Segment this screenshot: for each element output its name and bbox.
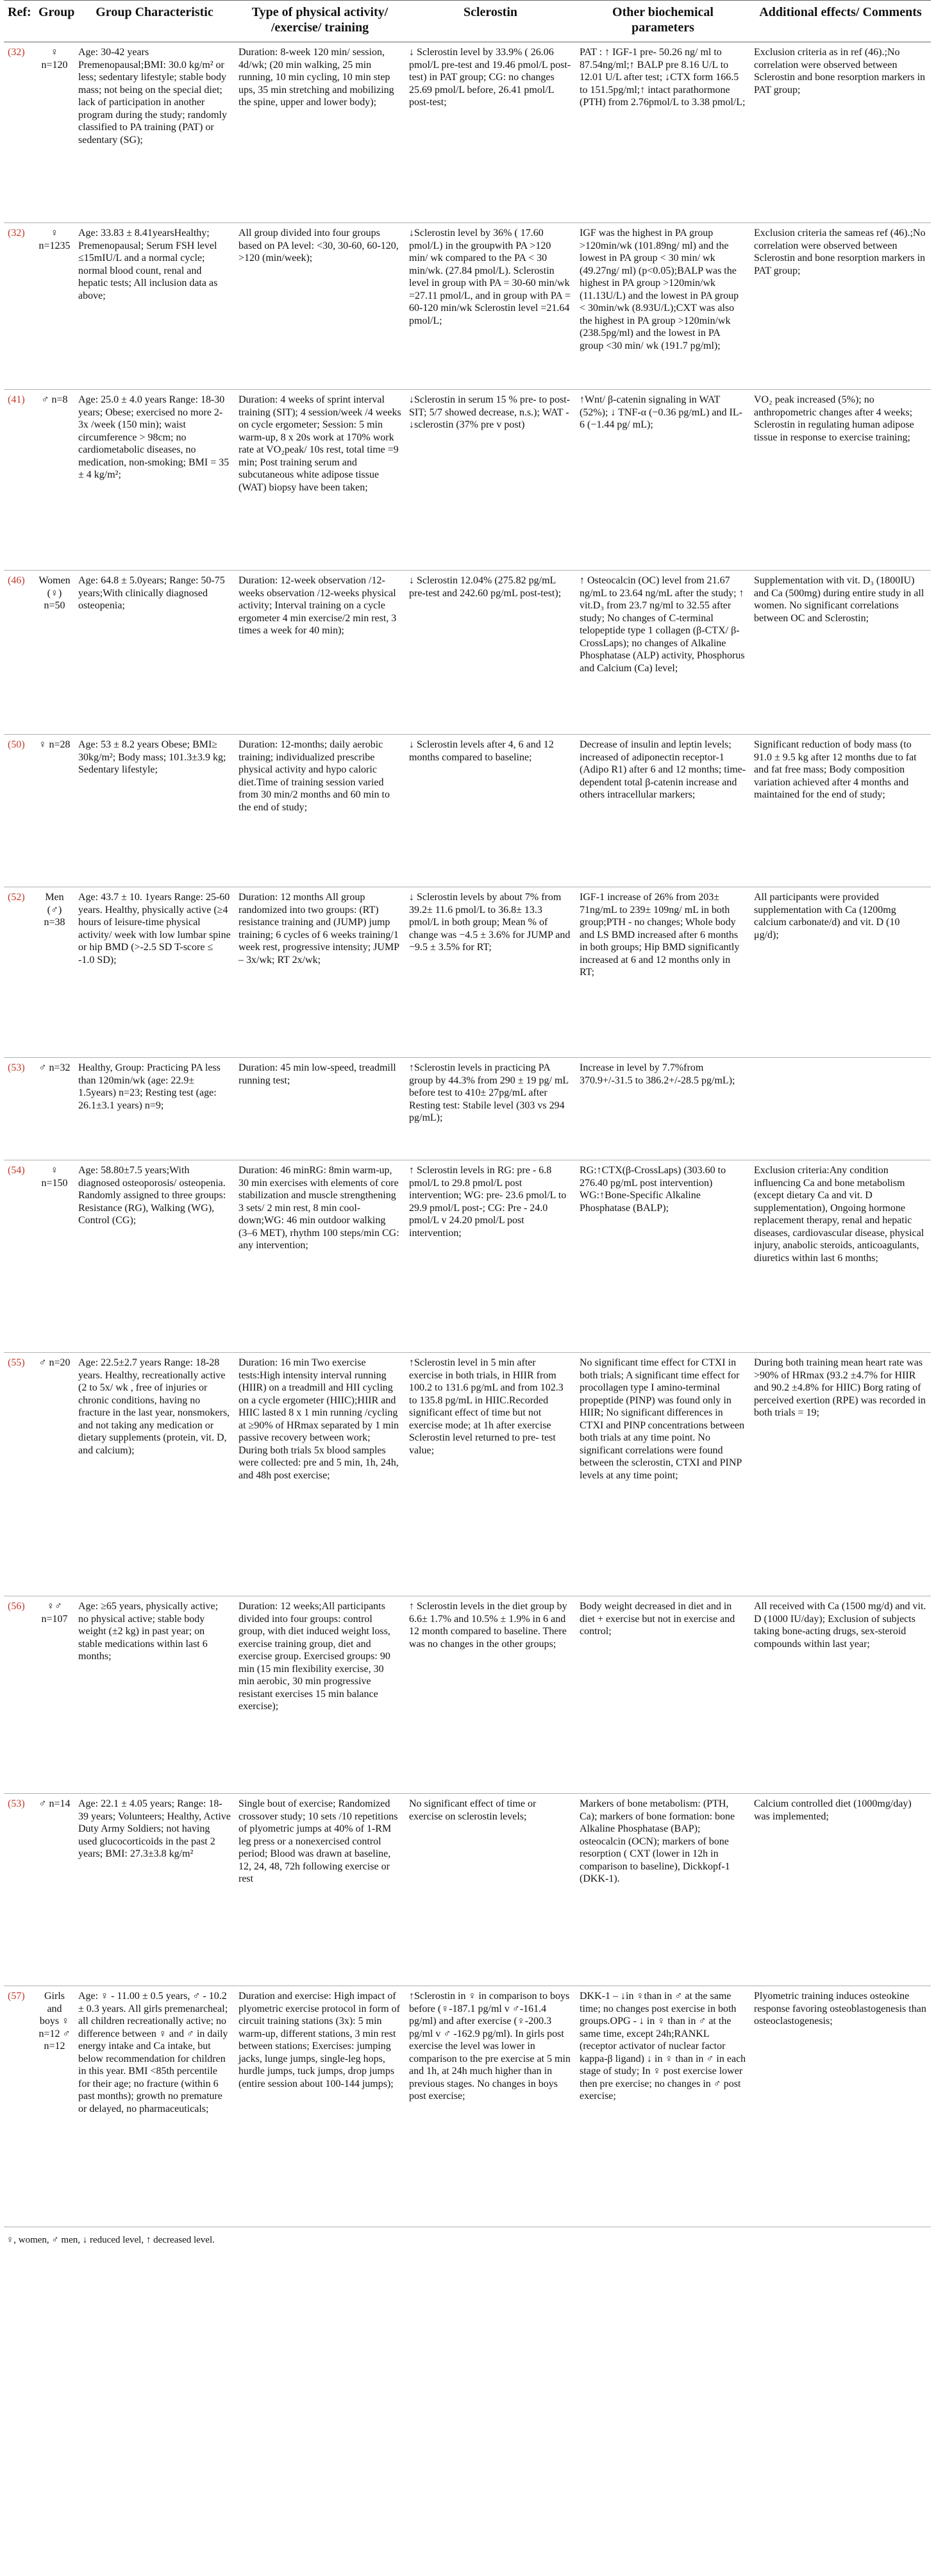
table-row [4, 887, 931, 1058]
cell-activity: Duration: 12-months; daily aerobic training; individualized prescribe physical activity and hypo caloric diet.Time of training session varied from 30 min/2 months and 60 min to the end of study; [238, 739, 390, 813]
cell-group: ♂ n=14 [38, 1798, 71, 1809]
cell-ref[interactable]: (54) [8, 1165, 25, 1176]
cell-other: PAT : ↑ IGF-1 pre- 50.26 ng/ ml to 87.54ng/ml;↑ BALP pre 8.16 U/L to 12.01 U/L after test; ↓CTX form 166.5 to 151.5pg/ml;↑ intact parathormone (PTH) from 2.76pmol/L to 3.38 pmol/L; [580, 47, 746, 108]
cell-sclerostin: ↓Sclerostin level by 36% ( 17.60 pmol/L) in the groupwith PA >120 min/ wk compared to the PA < 30 min/wk. (27.84 pmol/L). Sclerostin level in group with PA = 30-60 min/wk =27.11 pmol/L, and in group with PA = 60-120 min/wk Sclerostin level =21.64 pmol/L; [409, 228, 571, 326]
cell-additional: Significant reduction of body mass (to 91.0 ± 9.5 kg after 12 months due to fat and fat free mass; Body composition variation achieved after 4 months and maintained for the end of study; [754, 739, 917, 800]
cell-group: ♀ n=150 [41, 1165, 68, 1189]
cell-other: DKK-1 – ↓in ♀than in ♂ at the same time; no changes post exercise in both groups.OPG - ↓ in ♀ than in ♂ at the same time, except 24h;RANKL (receptor activator of nuclear factor kappa-β ligand) ↓ in ♀ than in ♂ in each stage of study; In ♀ post exercise lower then pre exercise; no changes in ♂ post exercise; [580, 1991, 746, 2102]
cell-ref[interactable]: (53) [8, 1798, 25, 1809]
cell-sclerostin: ↓ Sclerostin 12.04% (275.82 pg/mL pre-test and 242.60 pg/mL post-test); [409, 575, 562, 599]
cell-other: ↑Wnt/ β-catenin signaling in WAT (52%); ↓ TNF-α (−0.36 pg/mL) and IL-6 (−1.44 pg/ mL); [580, 394, 742, 430]
cell-ref[interactable]: (46) [8, 575, 25, 586]
cell-other: Markers of bone metabolism: (PTH, Ca); markers of bone formation: bone Alkaline Phosphatase (BAP); osteocalcin (OCN); markers of bone resorption ( CXT (lower in 12h in comparison to baseline), Dickkopf-1 (DKK-1). [580, 1798, 735, 1884]
cell-ref[interactable]: (55) [8, 1357, 25, 1368]
cell-ref[interactable]: (50) [8, 739, 25, 750]
cell-activity: Duration: 8-week 120 min/ session, 4d/wk; (20 min walking, 25 min running, 10 min cycling, 10 min step ups, 35 min stretching and mobilizing the spine, upper and lower body); [238, 47, 394, 108]
table-row [4, 42, 931, 223]
table-row [4, 1596, 931, 1794]
cell-other: Decrease of insulin and leptin levels; increased of adiponectin receptor-1 (Adipo R1) after 6 and 12 months; time-dependent total β-catenin increase and others intracellular markers; [580, 739, 746, 800]
cell-activity: Duration: 45 min low-speed, treadmill running test; [238, 1062, 396, 1086]
cell-characteristic: Age: ♀ - 11.00 ± 0.5 years, ♂ - 10.2 ± 0.3 years. All girls premenarcheal; all children recreationally active; no difference between ♀ and ♂ in daily energy intake and Ca intake, but below recommendation for children in this year. BMI <85th percentile for their age; no fracture (within 6 past months); growth no premature or delayed, no pharmaceuticals; [78, 1991, 228, 2114]
cell-additional: Exclusion criteria the sameas ref (46).;No correlation were observed between Sclerostin and bone resorption markers in PAT group; [754, 228, 926, 276]
cell-sclerostin: ↓ Sclerostin level by 33.9% ( 26.06 pmol/L pre-test and 19.46 pmol/L post-test) in PAT group; CG: no changes 25.69 pmol/L before, 26.41 pmol/L post-test; [409, 47, 571, 108]
cell-characteristic: Age: 53 ± 8.2 years Obese; BMI≥ 30kg/m²; Body mass; 101.3±3.9 kg; Sedentary lifestyle; [78, 739, 226, 775]
cell-activity: Duration: 12-week observation /12-weeks observation /12-weeks physical activity; Interval training on a cycle ergometer 4 min exercise/2 min rest, 3 times a week for 40 min); [238, 575, 397, 636]
cell-characteristic: Age: ≥65 years, physically active; no physical active; stable body weight (±2 kg) in past year; on stable medications within last 6 months; [78, 1601, 219, 1662]
header-other: Other biochemical parameters [612, 5, 714, 35]
cell-other: Increase in level by 7.7%from 370.9+/-31.5 to 386.2+/-28.5 pg/mL); [580, 1062, 735, 1086]
header-sclerostin: Sclerostin [463, 5, 518, 19]
header-group: Group [38, 5, 75, 19]
cell-group: ♀ n=120 [41, 47, 68, 71]
cell-sclerostin: ↑Sclerostin level in 5 min after exercise in both trials, in HIIR from 100.2 to 131.6 pg/mL and from 102.3 to 135.8 pg/mL in HIIC.Recorded significant effect of time but not exercise mode; at 1h after exercise Sclerostin level returned to pre- test value; [409, 1357, 564, 1456]
cell-sclerostin: ↑ Sclerostin levels in the diet group by 6.6± 1.7% and 10.5% ± 1.9% in 6 and 12 month compared to baseline. There was no changes in the other groups; [409, 1601, 567, 1650]
cell-sclerostin: ↓Sclerostin in serum 15 % pre- to post- SIT; 5/7 showed decrease, n.s.); WAT - ↓sclerostin (37% pre v post) [409, 394, 571, 430]
cell-sclerostin: ↓ Sclerostin levels after 4, 6 and 12 months compared to baseline; [409, 739, 554, 763]
cell-other: RG:↑CTX(β-CrossLaps) (303.60 to 276.40 pg/mL post intervention) WG:↑Bone-Specific Alkaline Phosphatase (BALP); [580, 1165, 726, 1214]
cell-other: IGF was the highest in PA group >120min/wk (101.89ng/ ml) and the lowest in PA group < 30 min/ wk (49.27ng/ ml) (p<0.05);BALP was the highest in PA group >120min/wk (11.13U/L) and the lowest in PA group < 30min/wk (8.93U/L);CXT was also the highest in PA group >120min/wk (238.5pg/ml) and the lowest in PA group <30 min/ wk (191.7 pg/ml); [580, 228, 739, 351]
header-ref: Ref: [8, 5, 31, 19]
cell-activity: Duration: 12 weeks;All participants divided into four groups: control group, with diet induced weight loss, exercise training group, diet and exercise group. Exercised groups: 90 min (15 min flexibility exercise, 30 min aerobic, 30 min progressive resistant exercises 15 min balance exercise); [238, 1601, 390, 1712]
cell-group: Girls and boys ♀ n=12 ♂ n=12 [38, 1991, 71, 2052]
cell-additional: Plyometric training induces osteokine response favoring osteoblastogenesis than osteoclastogenesis; [754, 1991, 926, 2027]
cell-characteristic: Age: 43.7 ± 10. 1years Range: 25-60 years. Healthy, physically active (≥4 hours of leisure-time physical activity/ week with low lumbar spine or hip BMD (>-2.5 SD T-score ≤ -1.0 SD); [78, 892, 231, 966]
cell-group: Women (♀) n=50 [38, 575, 71, 611]
cell-group: Men (♂) n=38 [44, 892, 65, 928]
table-row [4, 1160, 931, 1353]
cell-group: ♀ n=1235 [38, 228, 71, 251]
table-footnote: ♀, women, ♂ men, ↓ reduced level, ↑ decreased level. [6, 2235, 215, 2245]
header-characteristic: Group Characteristic [96, 5, 213, 19]
cell-additional: All received with Ca (1500 mg/d) and vit. D (1000 IU/day); Exclusion of subjects taking bone-acting drugs, sex-steroid compounds within last year; [754, 1601, 926, 1650]
cell-sclerostin: ↑ Sclerostin levels in RG: pre - 6.8 pmol/L to 29.8 pmol/L post intervention; WG: pre- 23.6 pmol/L to 29.9 pmol/L post-; CG: Pre - 24.0 pmol/L v 24.20 pmol/L post intervention; [409, 1165, 567, 1239]
cell-characteristic: Age: 25.0 ± 4.0 years Range: 18-30 years; Obese; exercised no more 2-3x /week (150 min); waist circumference > 98cm; no cardiometabolic diseases, no medication, non-smoking; BMI = 35 ± 4 kg/m²; [78, 394, 230, 480]
cell-group: ♂ n=20 [38, 1357, 71, 1368]
cell-group: ♂ n=8 [41, 394, 68, 405]
table-row [4, 223, 931, 390]
cell-other: IGF-1 increase of 26% from 203± 71ng/mL to 239± 109ng/ mL in both group;PTH - no changes; Whole body and LS BMD increased after 6 months in both groups; Hip BMD significantly increased at 6 and 12 months only in RT; [580, 892, 740, 978]
cell-group: ♀♂ n=107 [41, 1601, 68, 1625]
cell-activity: Duration and exercise: High impact of plyometric exercise protocol in form of circuit training stations (3x): 5 min warm-up, different stations, 3 min rest between stations; Exercises: jumping jacks, lunge jumps, single-leg hops, hurdle jumps, tuck jumps, drop jumps (entire session about 100-144 jumps); [238, 1991, 400, 2089]
cell-additional: VO₂ peak increased (5%); no anthropometric changes after 4 weeks; Sclerostin in regulating human adipose tissue in response to exercise training; [754, 394, 914, 443]
cell-sclerostin: ↑Sclerostin levels in practicing PA group by 44.3% from 290 ± 19 pg/ mL before test to 410± 27pg/mL after Resting test: Stabile level (303 vs 294 pg/mL); [409, 1062, 569, 1123]
cell-activity: Single bout of exercise; Randomized crossover study; 10 sets /10 repetitions of plyometric jumps at 40% of 1-RM leg press or a nonexercised control period; Blood was drawn at baseline, 12, 24, 48, 72h following exercise or rest [238, 1798, 398, 1884]
cell-ref[interactable]: (53) [8, 1062, 25, 1073]
table-row [4, 390, 931, 571]
header-additional: Additional effects/ Comments [759, 5, 922, 19]
cell-sclerostin: ↓ Sclerostin levels by about 7% from 39.2± 11.6 pmol/L to 36.8± 13.3 pmol/L in both group; Mean % of change was −4.5 ± 3.6% for JUMP and −9.5 ± 3.5% for RT; [409, 892, 571, 953]
table-header [4, 1, 931, 42]
cell-sclerostin: No significant effect of time or exercise on sclerostin levels; [409, 1798, 537, 1822]
cell-characteristic: Age: 22.5±2.7 years Range: 18-28 years. Healthy, recreationally active (2 to 5x/ wk , free of injuries or chronic conditions, having no fracture in the last year, nonsmokers, and not taking any medication or dietary supplements (protein, vit. D, and calcium); [78, 1357, 230, 1456]
cell-ref[interactable]: (32) [8, 47, 25, 58]
cell-ref[interactable]: (32) [8, 228, 25, 238]
cell-characteristic: Age: 22.1 ± 4.05 years; Range: 18-39 years; Volunteers; Healthy, Active Duty Army Soldiers; not having used glucocorticoids in the past 2 years; BMI: 27.3±3.8 kg/m² [78, 1798, 231, 1859]
cell-activity: Duration: 16 min Two exercise tests:High intensity interval running (HIIR) on a treadmill and HII cycling on a cycle ergometer (HIIC);HIIR and HIIC lasted 8 x 1 min running /cycling at ≥90% of HRmax separated by 1 min passive recovery between work; During both trials 5x blood samples were collected: pre and 5 min, 1h, 24h, and 48h post exercise; [238, 1357, 399, 1481]
cell-characteristic: Age: 30-42 years Premenopausal;BMI: 30.0 kg/m² or less; sedentary lifestyle; stable body mass; not being on the special diet; lack of participation in another program during the study; randomly classified to PA training (PAT) or sedentary (SG); [78, 47, 227, 146]
table-row [4, 1986, 931, 2227]
cell-ref[interactable]: (56) [8, 1601, 25, 1612]
table-row [4, 1794, 931, 1986]
cell-activity: Duration: 12 months All group randomized into two groups: (RT) resistance training and (JUMP) jump training; 6 cycles of 6 weeks training/1 week rest, progressive intensity; JUMP – 3x/wk; RT 2x/wk; [238, 892, 399, 966]
table-row [4, 735, 931, 887]
cell-sclerostin: ↑Sclerostin in ♀ in comparison to boys before (♀-187.1 pg/ml v ♂-161.4 pg/ml) and after exercise (♀-200.3 pg/ml v ♂ -162.9 pg/ml). In girls post exercise the level was lower in comparison to the pre exercise at 5 min and 1h, at 24h much higher than in previous stages. No changes in boys post exercise; [409, 1991, 571, 2102]
cell-additional: Calcium controlled diet (1000mg/day) was implemented; [754, 1798, 912, 1822]
table-row [4, 571, 931, 735]
table-row [4, 1058, 931, 1160]
cell-activity: Duration: 4 weeks of sprint interval training (SIT); 4 session/week /4 weeks on cycle ergometer; Session: 5 min warm-up, 8 x 20s work at 170% work rate at VO₂peak/ 10s rest, total time =9 min; Post training serum and subcutaneous white adipose tissue (WAT) biopsy have been taken; [238, 394, 401, 493]
cell-group: ♀ n=28 [38, 739, 71, 750]
cell-additional: During both training mean heart rate was >90% of HRmax (93.2 ±4.7% for HIIR and 90.2 ±4.8% for HIIC) Borg rating of perceived exertion (RPE) was recorded in both trials = 19; [754, 1357, 926, 1418]
table-body [4, 42, 931, 2227]
cell-ref[interactable]: (57) [8, 1991, 25, 2002]
cell-additional: Exclusion criteria:Any condition influencing Ca and bone metabolism (except dietary Ca and vit. D supplementation), Ongoing hormone replacement therapy, renal and hepatic diseases, cardiovascular disease, physical injury, anabolic steroids, anticoagulants, diuretics within last 6 months; [754, 1165, 924, 1264]
cell-additional: Supplementation with vit. D₃ (1800IU) and Ca (500mg) during entire study in all women. No significant correlations between OC and Sclerostin; [754, 575, 924, 624]
cell-ref[interactable]: (41) [8, 394, 25, 405]
cell-group: ♂ n=32 [38, 1062, 71, 1073]
cell-characteristic: Age: 58.80±7.5 years;With diagnosed osteoporosis/ osteopenia. Randomly assigned to three groups: Resistance (RG), Walking (WG), Control (CG); [78, 1165, 226, 1226]
cell-characteristic: Age: 64.8 ± 5.0years; Range: 50-75 years;With clinically diagnosed osteopenia; [78, 575, 225, 611]
cell-other: No significant time effect for CTXI in both trials; A significant time effect for procollagen type I amino-terminal propeptide (PINP) was found only in HIIR; No significant differences in CTXI and PINP concentrations between both trials at any time point. No significant correlations were found between the sclerostin, CTXI and PINP levels at any time point; [580, 1357, 745, 1481]
cell-additional: Exclusion criteria as in ref (46).;No correlation were observed between Sclerostin and bone resorption markers in PAT group; [754, 47, 926, 96]
table-row [4, 1353, 931, 1596]
cell-activity: Duration: 46 minRG: 8min warm-up, 30 min exercises with elements of core stabilization and muscle strengthening 3 sets/ 2 min rest, 8 min cool-down;WG: 46 min outdoor walking (3–6 MET), rhythm 100 steps/min CG: any intervention; [238, 1165, 399, 1251]
header-activity: Type of physical activity/ /exercise/ training [251, 5, 389, 35]
cell-activity: All group divided into four groups based on PA level: <30, 30-60, 60-120, >120 (min/week); [238, 228, 399, 263]
cell-additional [750, 1058, 931, 1160]
studies-table [4, 0, 931, 2227]
cell-additional: All participants were provided supplementation with Ca (1200mg calcium carbonate/d) and vit. D (10 μg/d); [754, 892, 900, 941]
cell-other: Body weight decreased in diet and in diet + exercise but not in exercise and control; [580, 1601, 735, 1637]
cell-characteristic: Age: 33.83 ± 8.41yearsHealthy; Premenopausal; Serum FSH level ≤15mIU/L and a normal cycle; normal blood count, renal and hepatic tests; All inclusion data as above; [78, 228, 218, 301]
cell-characteristic: Healthy, Group: Practicing PA less than 120min/wk (age: 22.9± 1.5years) n=23; Resting test (age: 26.1±3.1 years) n=9; [78, 1062, 221, 1111]
cell-ref[interactable]: (52) [8, 892, 25, 903]
cell-other: ↑ Osteocalcin (OC) level from 21.67 ng/mL to 23.64 ng/mL after the study; ↑ vit.D₃ from 23.7 ng/ml to 32.55 after study; No changes of C-terminal telopeptide type 1 collagen (β-CTX/ β-CrossLaps); no changes of Alkaline Phosphatase (ALP) activity, Phosphorus and Calcium (Ca) level; [580, 575, 745, 674]
